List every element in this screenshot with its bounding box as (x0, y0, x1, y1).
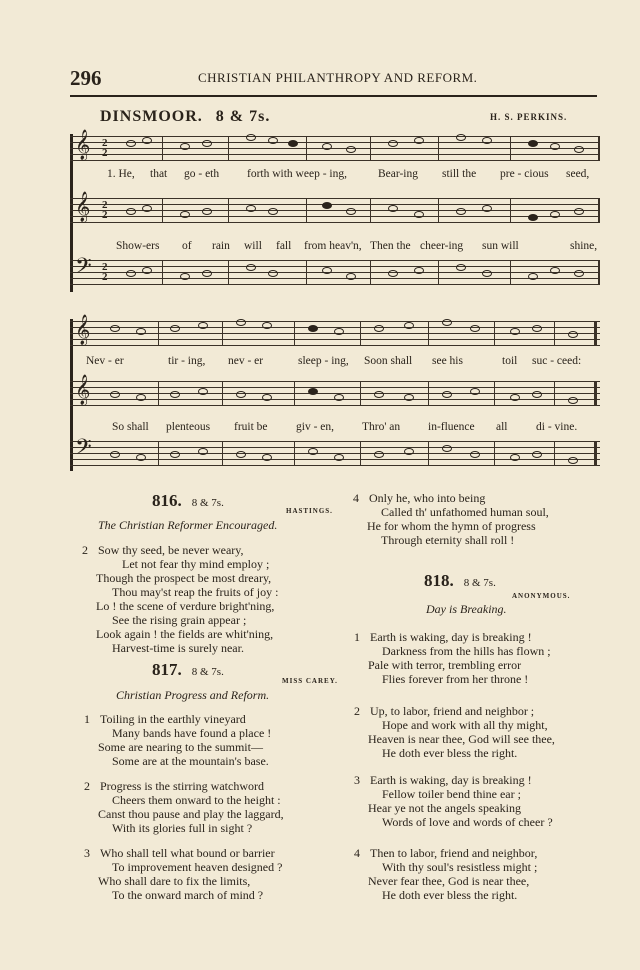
hymn-number: 816. (152, 491, 182, 510)
header-rule (70, 95, 597, 97)
lyric: pre - cious (500, 168, 549, 180)
stanza: 1 Earth is waking, day is breaking ! Darkness from the hills has flown ; Pale with terror, trembling error Flies forever from her throne ! (354, 630, 551, 686)
tune-composer: H. S. PERKINS. (490, 112, 568, 122)
lyric: Show-ers (116, 240, 160, 252)
lyric: in-fluence (428, 421, 475, 433)
lyric: all (496, 421, 508, 433)
lyric: giv - en, (296, 421, 335, 433)
lyric: Thro' an (362, 421, 401, 433)
lyric: Nev - er (86, 355, 124, 367)
tune-title (100, 108, 270, 126)
music-system-2 (70, 313, 600, 473)
tune-name: DINSMOOR. (100, 108, 203, 125)
lyric: rain (212, 240, 230, 252)
treble-clef-icon: 𝄞 (75, 375, 91, 405)
stanza: 2 Sow thy seed, be never weary, Let not fear thy mind employ ; Though the prospect be most dreary, Thou may'st reap the fruits of joy : Lo ! the scene of verdure bright'ning, See the rising grain appear ; Look again ! the fields are whit'ning, Harvest-time is surely near. (82, 543, 279, 655)
treble-clef-icon: 𝄞 (75, 192, 91, 222)
bass-clef-icon: 𝄢 (75, 254, 92, 284)
bass-clef-icon: 𝄢 (75, 435, 92, 465)
lyric: Then the (370, 240, 411, 252)
hymn-title: The Christian Reformer Encouraged. (98, 518, 278, 532)
hymn-meter: 8 & 7s. (463, 577, 496, 589)
stanza: 4 Only he, who into being Called th' unfathomed human soul, He for whom the hymn of progress Through eternity shall roll ! (353, 491, 549, 547)
hymn-meter: 8 & 7s. (191, 666, 224, 678)
time-signature: 2 2 (102, 137, 108, 159)
lyric: Soon shall (364, 355, 413, 367)
stanza: 1 Toiling in the earthly vineyard Many bands have found a place ! Some are nearing to the summit— Some are at the mountain's base. (84, 712, 272, 768)
lyric: sleep - ing, (298, 355, 349, 367)
lyric: of (182, 240, 192, 252)
hymn-number: 817. (152, 660, 182, 679)
lyric: fruit be (234, 421, 268, 433)
page-header (70, 66, 600, 90)
hymn-author: HASTINGS. (286, 507, 333, 515)
stanza: 4 Then to labor, friend and neighbor, With thy soul's resistless might ; Never fear thee, God is near thee, He doth ever bless the right. (354, 846, 538, 902)
lyric: fall (276, 240, 292, 252)
page-number: 296 (70, 66, 102, 90)
lyric: toil (502, 355, 518, 367)
lyric: di - vine. (536, 421, 578, 433)
hymn-818-heading (424, 571, 496, 591)
lyric: that (150, 168, 168, 180)
running-title: CHRISTIAN PHILANTHROPY AND REFORM. (198, 70, 478, 85)
lyric: from heav'n, (304, 240, 362, 252)
lyric: nev - er (228, 355, 264, 367)
lyric: sun will (482, 240, 519, 252)
hymn-author: MISS CAREY. (282, 677, 338, 685)
lyric: will (244, 240, 262, 252)
hymn-817-heading (152, 660, 224, 680)
stanza: 2 Progress is the stirring watchword Cheers them onward to the height : Canst thou pause and play the laggard, With its glories full in sight ? (84, 779, 284, 835)
lyric: So shall (112, 421, 149, 433)
stanza: 3 Earth is waking, day is breaking ! Fellow toiler bend thine ear ; Hear ye not the angels speaking Words of love and words of cheer ? (354, 773, 553, 829)
hymn-title: Day is Breaking. (426, 602, 507, 616)
treble-clef-icon: 𝄞 (75, 130, 91, 160)
lyric: seed, (566, 168, 590, 180)
hymn-author: ANONYMOUS. (512, 592, 571, 600)
hymn-number: 818. (424, 571, 454, 590)
lyric: 1. He, (107, 168, 135, 180)
lyric: cheer-ing (420, 240, 464, 252)
lyric: plenteous (166, 421, 211, 433)
time-signature: 2 2 (102, 199, 108, 221)
lyric: go - eth (184, 168, 220, 180)
stanza: 3 Who shall tell what bound or barrier To improvement heaven designed ? Who shall dare to fix the limits, To the onward march of mind ? (84, 846, 283, 902)
bass-staff (70, 441, 600, 465)
treble-clef-icon: 𝄞 (75, 315, 91, 345)
hymn-meter: 8 & 7s. (191, 497, 224, 509)
lyric: tir - ing, (168, 355, 206, 367)
lyric: see his (432, 355, 463, 367)
lyric: suc - ceed: (532, 355, 582, 367)
hymn-title: Christian Progress and Reform. (116, 688, 270, 702)
lyric: still the (442, 168, 477, 180)
lyric: shine, (570, 240, 598, 252)
hymn-816-heading (152, 491, 224, 511)
alto-staff (70, 381, 600, 405)
music-system-1 (70, 128, 600, 293)
tune-meter: 8 & 7s. (215, 108, 271, 125)
stanza: 2 Up, to labor, friend and neighbor ; Hope and work with all thy might, Heaven is near thee, God will see thee, He doth ever bless the right. (354, 704, 555, 760)
lyric: Bear-ing (378, 168, 419, 180)
time-signature: 2 2 (102, 261, 108, 283)
lyric: forth with weep - ing, (247, 168, 347, 180)
